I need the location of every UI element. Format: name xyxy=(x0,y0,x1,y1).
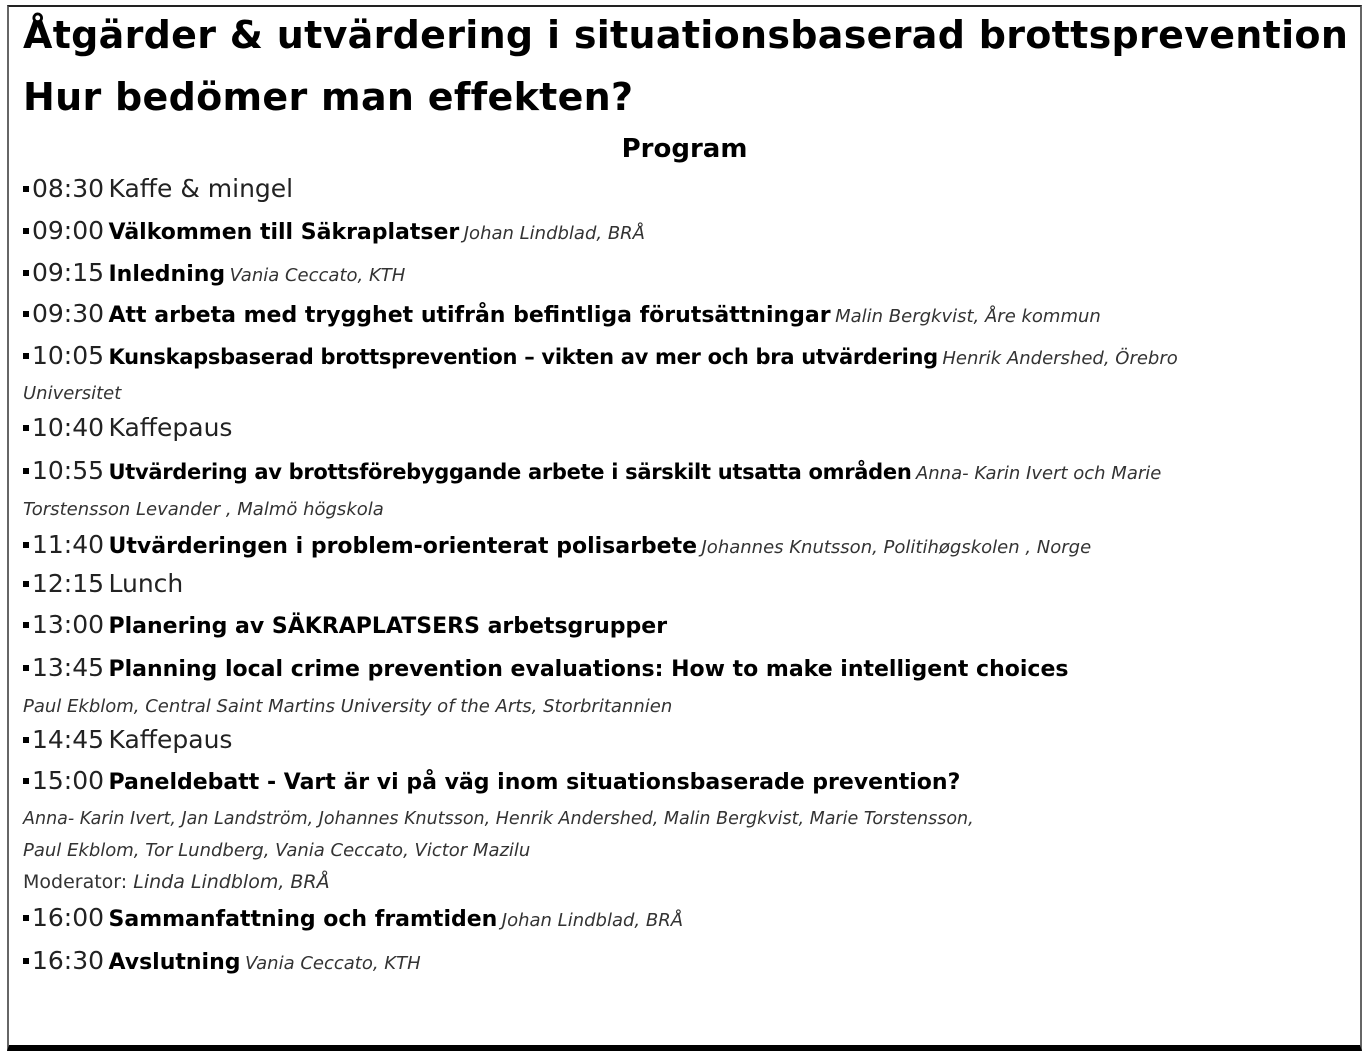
program-item xyxy=(23,530,1091,559)
bullet-icon xyxy=(23,542,29,548)
item-speaker: Vania Ceccato, KTH xyxy=(229,265,406,286)
item-speaker: Anna- Karin Ivert och Marie xyxy=(915,463,1162,484)
item-title: Kunskapsbaserad brottsprevention – vikten av mer och bra utvärdering xyxy=(108,345,938,369)
bullet-icon xyxy=(23,186,29,192)
item-title: Att arbeta med trygghet utifrån befintliga förutsättningar xyxy=(108,303,831,328)
item-title: Utvärderingen i problem-orienterat polisarbete xyxy=(108,534,698,559)
bullet-icon xyxy=(23,665,29,671)
item-time: 13:45 xyxy=(32,653,105,682)
bullet-icon xyxy=(23,311,29,317)
item-title: Välkommen till Säkraplatser xyxy=(108,220,460,245)
program-item xyxy=(23,299,1101,328)
program-item xyxy=(23,569,183,598)
item-speaker: Johan Lindblad, BRÅ xyxy=(501,910,684,931)
bullet-icon xyxy=(23,468,29,474)
item-title: Planning local crime prevention evaluations: How to make intelligent choices xyxy=(108,657,1069,682)
item-time: 09:15 xyxy=(32,258,105,287)
program-item xyxy=(23,725,232,754)
title-line-2: Hur bedömer man effekten? xyxy=(23,75,634,119)
item-time: 10:55 xyxy=(32,456,105,485)
item-title: Avslutning xyxy=(108,950,241,975)
item-speaker-continued: Torstensson Levander , Malmö högskola xyxy=(23,499,384,520)
item-speaker-continued: Anna- Karin Ivert, Jan Landström, Johannes Knutsson, Henrik Andershed, Malin Bergkvist, Marie Torstensson, xyxy=(23,809,974,829)
moderator-line xyxy=(23,871,330,893)
item-time: 11:40 xyxy=(32,530,105,559)
bullet-icon xyxy=(23,778,29,784)
item-time: 14:45 xyxy=(32,725,105,754)
moderator-label: Moderator: xyxy=(23,871,128,893)
item-time: 13:00 xyxy=(32,610,105,639)
bullet-icon xyxy=(23,737,29,743)
program-item xyxy=(23,946,421,975)
program-item xyxy=(23,413,232,442)
item-title: Lunch xyxy=(108,569,184,598)
item-time: 09:00 xyxy=(32,216,105,245)
item-title: Planering av SÄKRAPLATSERS arbetsgrupper xyxy=(108,614,668,639)
item-speaker: Vania Ceccato, KTH xyxy=(244,953,421,974)
moderator-name: Linda Lindblom, BRÅ xyxy=(133,871,330,893)
item-speaker: Henrik Andershed, Örebro xyxy=(942,348,1178,369)
bullet-icon xyxy=(23,958,29,964)
bullet-icon xyxy=(23,270,29,276)
item-speaker-continued: Paul Ekblom, Tor Lundberg, Vania Ceccato, Victor Mazilu xyxy=(23,840,531,861)
document-page xyxy=(7,5,1362,1051)
item-time: 09:30 xyxy=(32,299,105,328)
item-speaker-continued: Paul Ekblom, Central Saint Martins University of the Arts, Storbritannien xyxy=(23,696,673,717)
item-title: Kaffepaus xyxy=(108,413,233,442)
item-time: 12:15 xyxy=(32,569,105,598)
item-time: 08:30 xyxy=(32,174,105,203)
item-title: Utvärdering av brottsförebyggande arbete i särskilt utsatta områden xyxy=(108,460,912,484)
item-time: 16:00 xyxy=(32,903,105,932)
item-time: 16:30 xyxy=(32,946,105,975)
item-title: Sammanfattning och framtiden xyxy=(108,907,498,932)
item-time: 15:00 xyxy=(32,766,105,795)
item-speaker-continued: Universitet xyxy=(23,383,122,404)
title-line-1: Åtgärder & utvärdering i situationsbaserad brottsprevention xyxy=(23,13,1349,57)
item-time: 10:05 xyxy=(32,341,105,370)
bullet-icon xyxy=(23,425,29,431)
item-title: Paneldebatt - Vart är vi på väg inom situationsbaserade prevention? xyxy=(108,770,961,795)
item-title: Kaffepaus xyxy=(108,725,233,754)
program-item xyxy=(23,903,683,932)
bullet-icon xyxy=(23,228,29,234)
program-item xyxy=(23,341,1178,370)
program-item xyxy=(23,258,405,287)
item-title: Inledning xyxy=(108,262,226,287)
program-item xyxy=(23,766,960,795)
program-item xyxy=(23,174,293,203)
program-heading: Program xyxy=(621,134,748,164)
item-time: 10:40 xyxy=(32,413,105,442)
item-speaker: Johannes Knutsson, Politihøgskolen , Norge xyxy=(701,537,1092,558)
item-speaker: Malin Bergkvist, Åre kommun xyxy=(835,306,1101,327)
program-item xyxy=(23,610,667,639)
item-title: Kaffe & mingel xyxy=(108,174,294,203)
bullet-icon xyxy=(23,915,29,921)
item-speaker: Johan Lindblad, BRÅ xyxy=(463,223,645,244)
bullet-icon xyxy=(23,622,29,628)
bullet-icon xyxy=(23,353,29,359)
program-item xyxy=(23,216,645,245)
program-item xyxy=(23,456,1161,485)
program-item xyxy=(23,653,1068,682)
bullet-icon xyxy=(23,581,29,587)
